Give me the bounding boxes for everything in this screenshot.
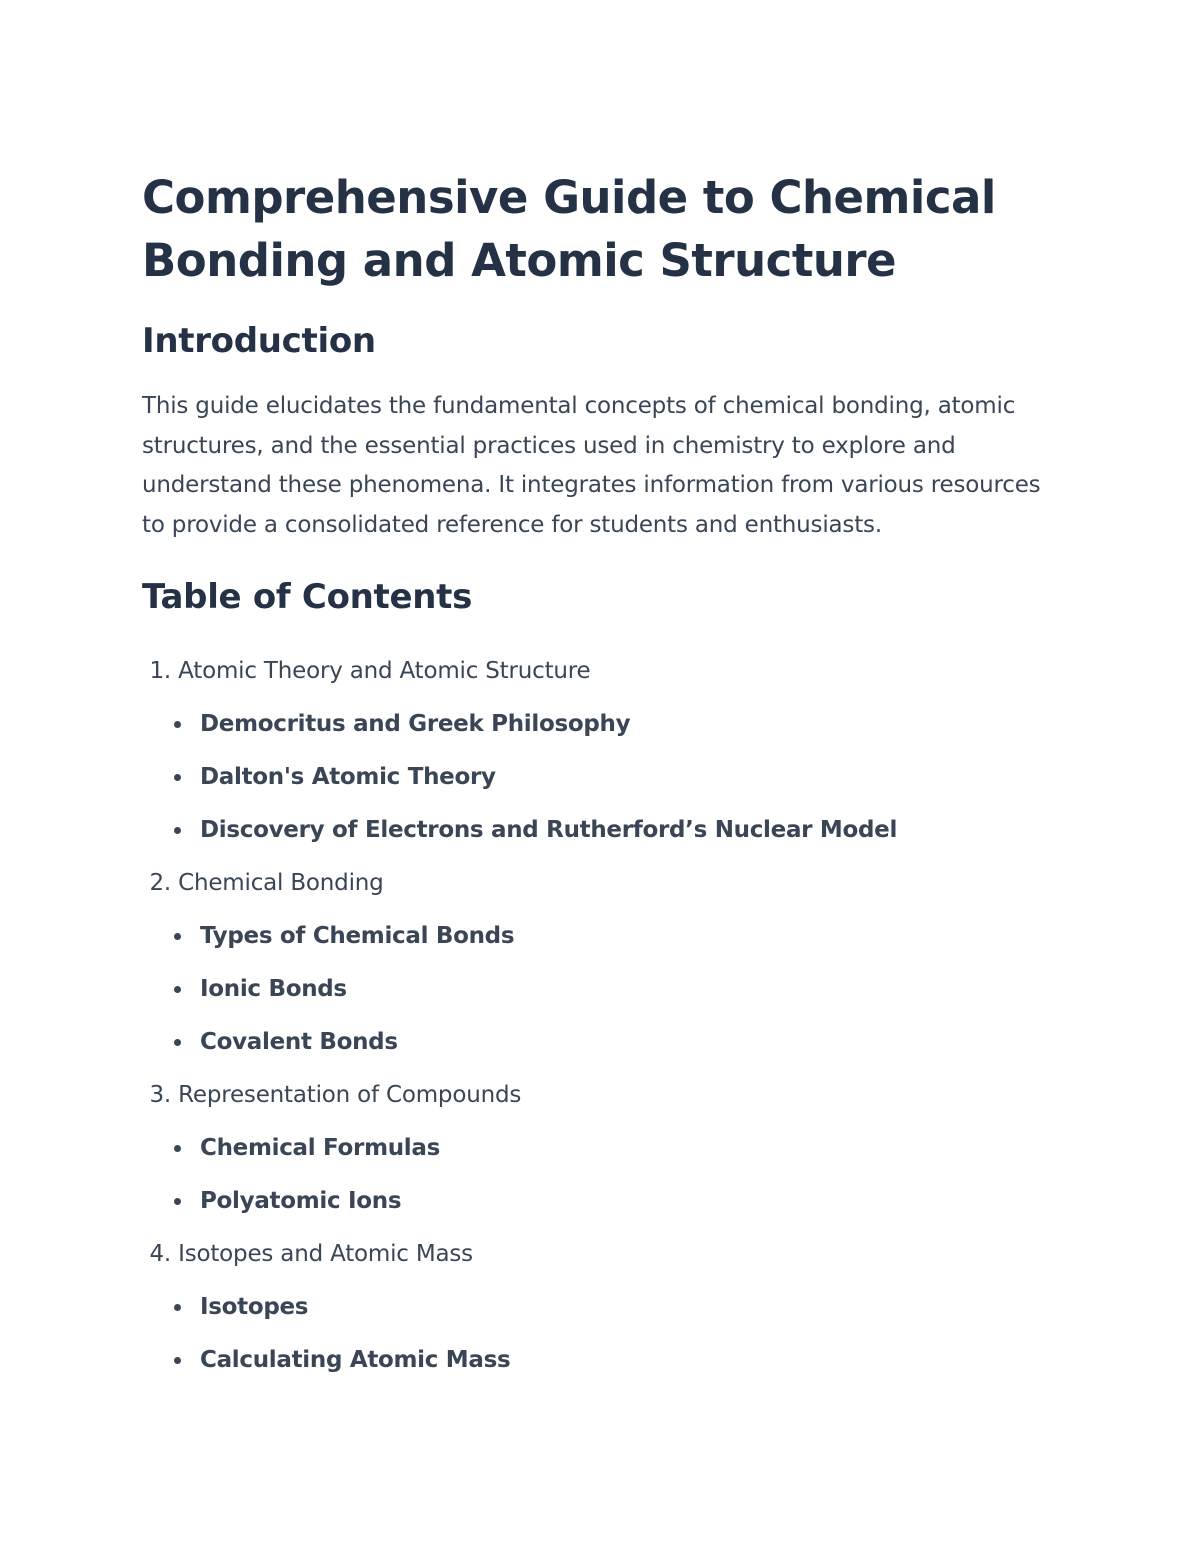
table-of-contents — [142, 645, 1062, 1387]
toc-item-representation — [142, 1069, 1062, 1228]
bullet-icon — [174, 1198, 181, 1205]
toc-subitem — [142, 698, 1062, 751]
toc-subitem-label: Chemical Formulas — [200, 1135, 441, 1161]
toc-subitem-label: Dalton's Atomic Theory — [200, 764, 496, 790]
bullet-icon — [174, 774, 181, 781]
bullet-icon — [174, 1039, 181, 1046]
bullet-icon — [174, 1357, 181, 1364]
toc-sublist — [142, 1281, 1062, 1387]
toc-subitem — [142, 963, 1062, 1016]
document-title: Comprehensive Guide to Chemical Bonding and Atomic Structure — [142, 171, 996, 287]
toc-subitem — [142, 1281, 1062, 1334]
toc-subitem — [142, 1334, 1062, 1387]
toc-subitem-label: Covalent Bonds — [200, 1029, 398, 1055]
toc-subitem — [142, 1175, 1062, 1228]
toc-item-number: 3. — [149, 1082, 171, 1108]
toc-item-atomic-theory — [142, 645, 1062, 857]
toc-subitem-label: Calculating Atomic Mass — [200, 1347, 511, 1373]
bullet-icon — [174, 1304, 181, 1311]
toc-item-number: 1. — [149, 658, 171, 684]
toc-subitem-label: Ionic Bonds — [200, 976, 347, 1002]
introduction-heading: Introduction — [142, 321, 376, 361]
toc-subitem — [142, 804, 1062, 857]
toc-subitem — [142, 910, 1062, 963]
toc-subitem-label: Polyatomic Ions — [200, 1188, 402, 1214]
bullet-icon — [174, 986, 181, 993]
toc-subitem — [142, 1122, 1062, 1175]
toc-subitem-label: Discovery of Electrons and Rutherford’s Nuclear Model — [200, 817, 898, 843]
toc-item-chemical-bonding — [142, 857, 1062, 1069]
toc-item-number: 4. — [149, 1241, 171, 1267]
toc-subitem-label: Isotopes — [200, 1294, 309, 1320]
toc-item-label: Chemical Bonding — [178, 870, 384, 896]
toc-sublist — [142, 910, 1062, 1069]
toc-item-isotopes — [142, 1228, 1062, 1387]
toc-sublist — [142, 698, 1062, 857]
toc-item-label: Representation of Compounds — [178, 1082, 522, 1108]
toc-heading: Table of Contents — [142, 577, 473, 617]
introduction-paragraph: This guide elucidates the fundamental concepts of chemical bonding, atomic structures, and the essential practices used in chemistry to explore and understand these phenomena. It integrates information from various resources to provide a consolidated reference for students and enthusiasts. — [142, 393, 1041, 538]
toc-subitem — [142, 1016, 1062, 1069]
document-page — [142, 166, 1062, 1387]
toc-item-label: Atomic Theory and Atomic Structure — [178, 658, 591, 684]
bullet-icon — [174, 933, 181, 940]
bullet-icon — [174, 1145, 181, 1152]
toc-item-number: 2. — [149, 870, 171, 896]
toc-item-title — [142, 645, 1062, 698]
toc-subitem-label: Types of Chemical Bonds — [200, 923, 515, 949]
toc-item-title — [142, 1228, 1062, 1281]
toc-subitem-label: Democritus and Greek Philosophy — [200, 711, 631, 737]
toc-sublist — [142, 1122, 1062, 1228]
toc-item-label: Isotopes and Atomic Mass — [178, 1241, 473, 1267]
toc-subitem — [142, 751, 1062, 804]
toc-item-title — [142, 1069, 1062, 1122]
bullet-icon — [174, 827, 181, 834]
toc-item-title — [142, 857, 1062, 910]
bullet-icon — [174, 721, 181, 728]
